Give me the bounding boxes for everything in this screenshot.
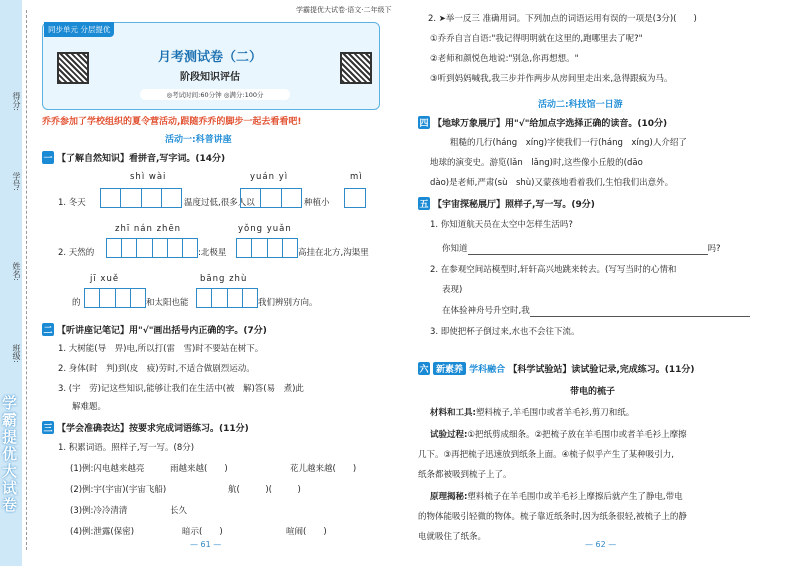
q3-line: 1. 积累词语。照样子,写一写。(8分) <box>58 443 195 453</box>
q5-line: 表现) <box>442 285 463 295</box>
q4-line: 地球的演变史。游览(lǎn lǎng)时,这些像小丘般的(dāo <box>430 158 643 168</box>
option-line: ①乔乔自言自语:"我记得明明就在这里的,跑哪里去了呢?" <box>430 34 643 44</box>
q6-heading-text: 【科学试验站】读试验记录,完成练习。(11分) <box>508 365 695 375</box>
spine-text: 学霸提优大试卷 <box>0 395 18 514</box>
pinyin: jī xuě <box>90 274 120 284</box>
q4-number: 四 <box>418 116 430 129</box>
q6-number: 六 <box>418 362 430 375</box>
option-line: ③听到妈妈喊我,我三步并作两步从房间里走出来,急得跟疯为马。 <box>430 74 673 84</box>
writing-grid[interactable] <box>236 238 298 258</box>
q3-line: 航( )( ) <box>228 485 301 495</box>
option-line: ②老师和颜悦色地说:"别急,你再想想。" <box>430 54 579 64</box>
side-label-student-id: 学号: <box>12 172 21 191</box>
q1-heading-text: 【了解自然知识】看拼音,写字词。(14分) <box>57 154 226 164</box>
q4-line: dào)是老师,严肃(sù shù)又蒙孩地看着我们,生怕我们出意外。 <box>430 178 674 188</box>
process-label: 试验过程: <box>430 430 468 440</box>
principle-text: 塑料梳子在羊毛围巾或羊毛衫上摩擦后就产生了静电,带电 <box>467 492 683 502</box>
principle-label: 原理揭秘: <box>430 492 468 502</box>
q2-heading <box>42 323 267 336</box>
q4-heading-text: 【地球万象展厅】用"√"给加点字选择正确的读音。(10分) <box>433 119 668 129</box>
process-line: 几下。③再把梳子迅速放到纸条上面。④梳子似乎产生了某种吸引力, <box>418 450 674 460</box>
pinyin: shì wài <box>130 172 167 182</box>
side-label-score: 得分: <box>12 92 21 111</box>
q3-line: (3)例:冷冷清清 <box>70 506 128 516</box>
q1-line2-text: :北极星 <box>198 248 227 258</box>
principle-line: 电就吸住了纸条。 <box>418 532 487 542</box>
unit-tag: 同步单元 分层提优 <box>44 22 114 37</box>
q2-line: 解难题。 <box>72 402 107 412</box>
q5-line: 1. 你知道航天员在太空中怎样生活吗? <box>430 220 573 230</box>
side-label-class: 班级: <box>12 344 21 363</box>
page-number: — 61 — <box>190 540 222 549</box>
intro-text: 乔乔参加了学校组织的夏令营活动,跟随乔乔的脚步一起去看看吧! <box>42 117 302 127</box>
q3-line: 长久 <box>170 506 188 516</box>
materials-text: 塑料梳子,羊毛围巾或者羊毛衫,剪刀和纸。 <box>475 408 635 418</box>
q5-line: 3. 即使把杯子倒过来,水也不会往下流。 <box>430 327 580 337</box>
process-line <box>430 428 687 440</box>
q5-number: 五 <box>418 197 430 210</box>
test-title: 月考测试卷（二） <box>157 50 262 65</box>
q1-line2-text: 高挂在北方,沟渠里 <box>298 248 369 258</box>
q3-item2-intro: 2. ➤举一反三 准确用词。下列加点的词语运用有误的一项是(3分)( ) <box>428 14 697 24</box>
q3-number: 三 <box>42 421 54 434</box>
q3-line: 喧闹( ) <box>286 527 327 537</box>
q4-heading <box>418 116 667 129</box>
q5-suffix: 吗? <box>707 244 721 254</box>
q1-line1-text: 1. 冬天 <box>58 198 86 208</box>
principle-line: 的物体能吸引轻微的物体。梳子靠近纸条时,因为纸条很轻,被梳子上的静 <box>418 512 687 522</box>
qr-code-left <box>57 52 89 84</box>
writing-grid[interactable] <box>344 188 366 208</box>
experiment-title: 带电的梳子 <box>570 387 616 397</box>
materials-line <box>430 406 634 418</box>
materials-label: 材料和工具: <box>430 408 476 418</box>
q3-heading-text: 【学会准确表达】按要求完成词语练习。(11分) <box>57 424 249 434</box>
q5-line: 2. 在参观空间站模型时,轩轩高兴地跳来转去。(写写当时的心情和 <box>430 265 677 275</box>
q2-heading-text: 【听讲座记笔记】用"√"画出括号内正确的字。(7分) <box>57 326 267 336</box>
q5-heading <box>418 197 595 210</box>
answer-blank[interactable] <box>530 306 750 317</box>
page-number: — 62 — <box>585 540 617 549</box>
q2-line: 1. 大树能(导 畀)电,所以打(雷 雪)时不要站在树下。 <box>58 344 264 354</box>
test-meta: ◎考试时间:60分钟 ◎满分:100分 <box>140 89 290 100</box>
writing-grid[interactable] <box>196 288 258 308</box>
brand-header: 学霸提优大试卷·语文·二年级下 <box>296 6 392 14</box>
writing-grid[interactable] <box>84 288 146 308</box>
new-literacy-badge: 新素养 <box>433 362 466 375</box>
activity-two-title: 活动二:科技馆一日游 <box>538 100 623 110</box>
cut-line <box>26 10 27 550</box>
process-line: 纸条都被吸到梳子上了。 <box>418 470 512 480</box>
q2-line: 3. (宇 劳)记这些知识,能够让我们在生活中(被 解)答(易 煮)此 <box>58 384 304 394</box>
q1-line2-text: 2. 天然的 <box>58 248 95 258</box>
pinyin: yuán yì <box>250 172 289 182</box>
q3-heading <box>42 421 249 434</box>
pinyin: zhī nán zhēn <box>115 224 182 234</box>
writing-grid[interactable] <box>100 188 182 208</box>
q1-heading <box>42 151 225 164</box>
principle-line <box>430 490 683 502</box>
q1-line3-text: 我们辨别方向。 <box>258 298 318 308</box>
q2-line: 2. 身体(时 判)到(皮 疲)劳时,不适合做剧烈运动。 <box>58 364 255 374</box>
q1-line1-text: 温度过低,很多人以 <box>184 198 255 208</box>
q1-line3-text: 和太阳也能 <box>146 298 189 308</box>
q3-line: 暗示( ) <box>182 527 223 537</box>
cross-subject-badge: 学科融合 <box>469 365 506 375</box>
q5-line <box>442 304 750 317</box>
activity-one-title: 活动一:科普讲座 <box>165 135 232 145</box>
q5-prefix: 在体验神舟号升空时,我 <box>442 306 530 316</box>
q3-line: 花儿越来越( ) <box>290 464 357 474</box>
test-subtitle: 阶段知识评估 <box>180 72 240 83</box>
q3-line: (4)例:泄露(保密) <box>70 527 135 537</box>
q5-heading-text: 【宇宙探秘展厅】照样子,写一写。(9分) <box>433 200 595 210</box>
q3-line: 雨越来越( ) <box>170 464 228 474</box>
pinyin: mì <box>350 172 363 182</box>
q1-line1-text: 种植小 <box>304 198 330 208</box>
pinyin: bāng zhù <box>200 274 248 284</box>
q4-line: 粗糙的几行(háng xíng)字使我们一行(háng xíng)人介绍了 <box>450 138 687 148</box>
q6-heading <box>418 362 694 375</box>
answer-blank[interactable] <box>468 244 708 255</box>
writing-grid[interactable] <box>240 188 302 208</box>
q5-line <box>442 242 721 255</box>
q1-line3-text: 的 <box>72 298 81 308</box>
q1-number: 一 <box>42 151 54 164</box>
q3-line: (2)例:宇(宇宙)(宇宙飞船) <box>70 485 167 495</box>
process-text: ①把纸剪成细条。②把梳子放在羊毛围巾或者羊毛衫上摩擦 <box>467 430 687 440</box>
writing-grid[interactable] <box>106 238 198 258</box>
q5-prefix: 你知道 <box>442 244 468 254</box>
side-label-name: 姓名: <box>12 262 21 281</box>
qr-code-right <box>340 52 372 84</box>
q3-line: (1)例:闪电越来越亮 <box>70 464 145 474</box>
pinyin: yǒng yuǎn <box>238 224 292 234</box>
q2-number: 二 <box>42 323 54 336</box>
